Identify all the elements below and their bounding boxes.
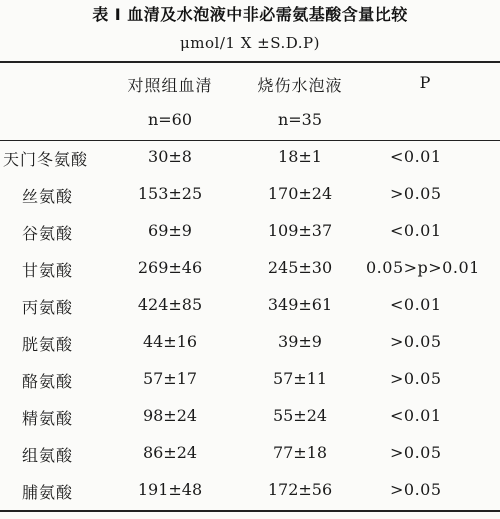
p-value: <0.01 (390, 295, 442, 314)
p-value: >0.05 (390, 480, 442, 499)
amino-acid-name: 丝氨酸 (22, 187, 74, 206)
table-row (0, 474, 500, 510)
p-value: >0.05 (390, 184, 442, 203)
control-value: 424±85 (137, 295, 203, 314)
amino-acid-name: 脯氨酸 (22, 483, 74, 502)
control-value: 30±8 (148, 147, 192, 166)
blister-value: 55±24 (272, 406, 328, 425)
p-value: 0.05>p>0.01 (366, 258, 480, 277)
table-row (0, 215, 500, 251)
table-row (0, 437, 500, 473)
table-title: 表 I 血清及水泡液中非必需氨基酸含量比较 (92, 5, 408, 24)
amino-acid-name: 天门冬氨酸 (3, 150, 89, 169)
table-row (0, 363, 500, 399)
table-row (0, 141, 500, 177)
table-subtitle: μmol/1 X ±S.D.P) (180, 34, 320, 52)
blister-value: 57±11 (272, 369, 328, 388)
blister-value: 170±24 (267, 184, 333, 203)
p-value: <0.01 (390, 147, 442, 166)
blister-value: 172±56 (267, 480, 333, 499)
p-value: >0.05 (390, 443, 442, 462)
table-row (0, 252, 500, 288)
control-value: 98±24 (142, 406, 198, 425)
table-row (0, 178, 500, 214)
amino-acid-name: 丙氨酸 (22, 298, 74, 317)
control-value: 86±24 (142, 443, 198, 462)
p-value: <0.01 (390, 406, 442, 425)
top-rule (0, 61, 500, 63)
header-burn-blister-fluid: 烧伤水泡液 (257, 76, 343, 95)
control-value: 269±46 (137, 258, 203, 277)
amino-acid-name: 组氨酸 (22, 446, 74, 465)
amino-acid-name: 谷氨酸 (22, 224, 74, 243)
control-value: 153±25 (137, 184, 203, 203)
table-row (0, 289, 500, 325)
amino-acid-name: 甘氨酸 (22, 261, 74, 280)
p-value: >0.05 (390, 332, 442, 351)
header-p-value: P (419, 73, 431, 92)
table-row (0, 326, 500, 362)
amino-acid-name: 胱氨酸 (22, 335, 74, 354)
table-row (0, 400, 500, 436)
control-value: 69±9 (148, 221, 192, 240)
header-control-serum: 对照组血清 (127, 76, 213, 95)
p-value: >0.05 (390, 369, 442, 388)
blister-value: 245±30 (267, 258, 333, 277)
header-n-blister: n=35 (277, 110, 323, 129)
blister-value: 18±1 (278, 147, 322, 166)
bottom-rule (0, 510, 500, 512)
header-n-control: n=60 (147, 110, 193, 129)
blister-value: 77±18 (272, 443, 328, 462)
amino-acid-name: 精氨酸 (22, 409, 74, 428)
control-value: 191±48 (137, 480, 203, 499)
blister-value: 39±9 (278, 332, 322, 351)
control-value: 44±16 (142, 332, 198, 351)
amino-acid-name: 酪氨酸 (22, 372, 74, 391)
control-value: 57±17 (142, 369, 198, 388)
blister-value: 349±61 (267, 295, 333, 314)
blister-value: 109±37 (267, 221, 333, 240)
p-value: <0.01 (390, 221, 442, 240)
